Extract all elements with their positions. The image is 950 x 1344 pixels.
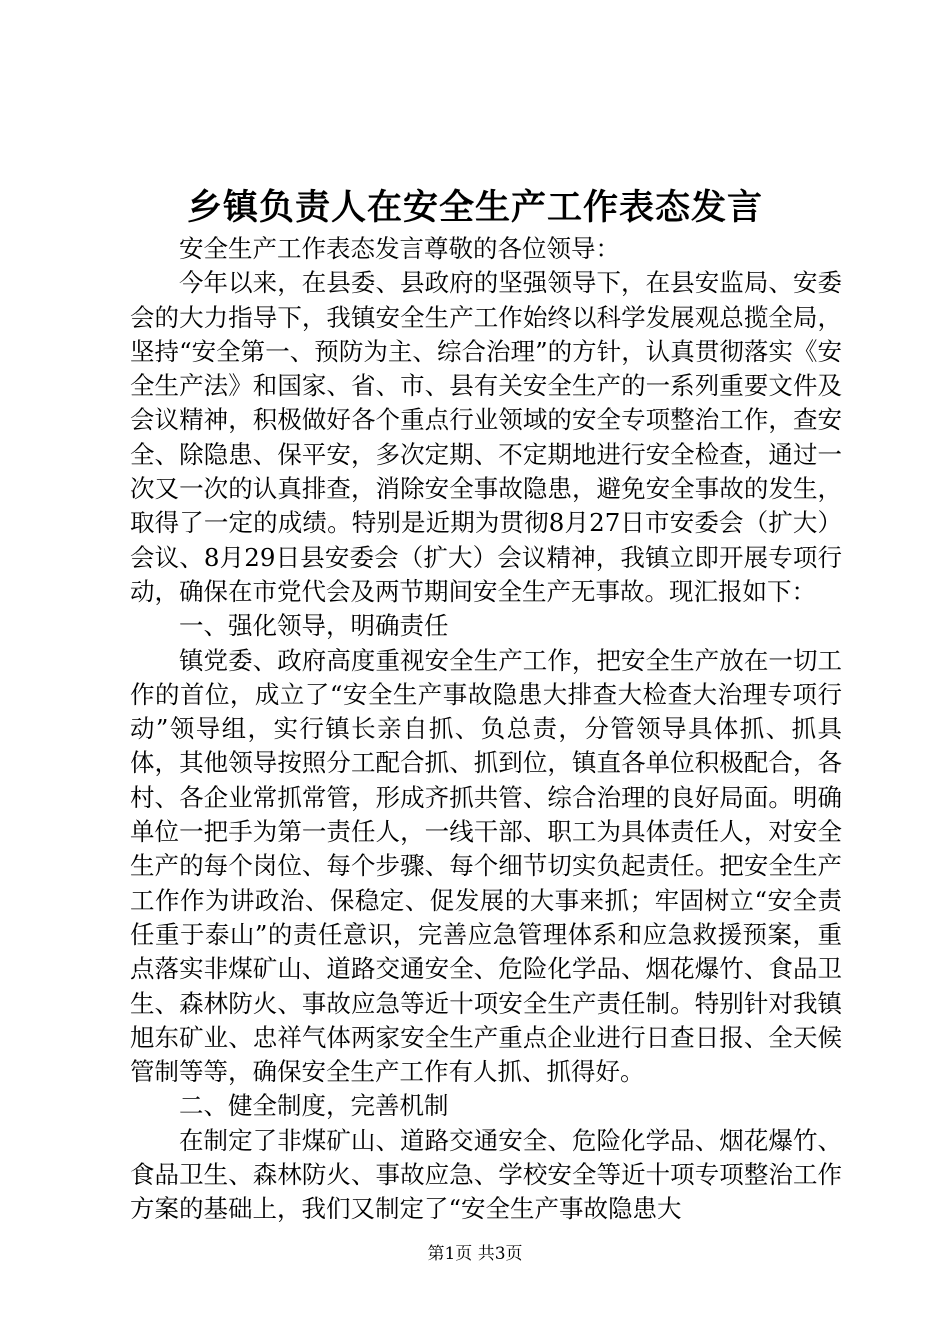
section-2-paragraph: 在制定了非煤矿山、道路交通安全、危险化学品、烟花爆竹、食品卫生、森林防火、事故应急、学校安全等近十项专项整治工作方案的基础上，我们又制定了“安全生产事故隐患大	[130, 1125, 842, 1224]
section-1-paragraph: 镇党委、政府高度重视安全生产工作，把安全生产放在一切工作的首位，成立了“安全生产事故隐患大排查大检查大治理专项行动”领导组，实行镇长亲自抓、负总责，分管领导具体抓、抓具体，其他领导按照分工配合抓、抓到位，镇直各单位积极配合，各村、各企业常抓常管，形成齐抓共管、综合治理的良好局面。明确单位一把手为第一责任人，一线干部、职工为具体责任人，对安全生产的每个岗位、每个步骤、每个细节切实负起责任。把安全生产工作作为讲政治、保稳定、促发展的大事来抓；牢固树立“安全责任重于泰山”的责任意识，完善应急管理体系和应急救援预案，重点落实非煤矿山、道路交通安全、危险化学品、烟花爆竹、食品卫生、森林防火、事故应急等近十项安全生产责任制。特别针对我镇旭东矿业、忠祥气体两家安全生产重点企业进行日查日报、全天候管制等等，确保安全生产工作有人抓、抓得好。	[130, 645, 842, 1087]
document-body	[130, 232, 842, 1227]
section-heading-2: 二、健全制度，完善机制	[179, 1091, 449, 1121]
section-heading-1: 一、强化领导，明确责任	[179, 611, 449, 641]
intro-paragraph: 今年以来，在县委、县政府的坚强领导下，在县安监局、安委会的大力指导下，我镇安全生产工作始终以科学发展观总揽全局，坚持“安全第一、预防为主、综合治理”的方针，认真贯彻落实《安全生产法》和国家、省、市、县有关安全生产的一系列重要文件及会议精神，积极做好各个重点行业领域的安全专项整治工作，查安全、除隐患、保平安，多次定期、不定期地进行安全检查，通过一次又一次的认真排查，消除安全事故隐患，避免安全事故的发生，取得了一定的成绩。特别是近期为贯彻8月27日市安委会（扩大）会议、8月29日县安委会（扩大）会议精神，我镇立即开展专项行动，确保在市党代会及两节期间安全生产无事故。现汇报如下：	[130, 268, 842, 606]
salutation-paragraph: 安全生产工作表态发言尊敬的各位领导：	[179, 234, 620, 263]
document-title: 乡镇负责人在安全生产工作表态发言	[186, 187, 763, 228]
page-number-footer: 第1页 共3页	[427, 1244, 523, 1264]
